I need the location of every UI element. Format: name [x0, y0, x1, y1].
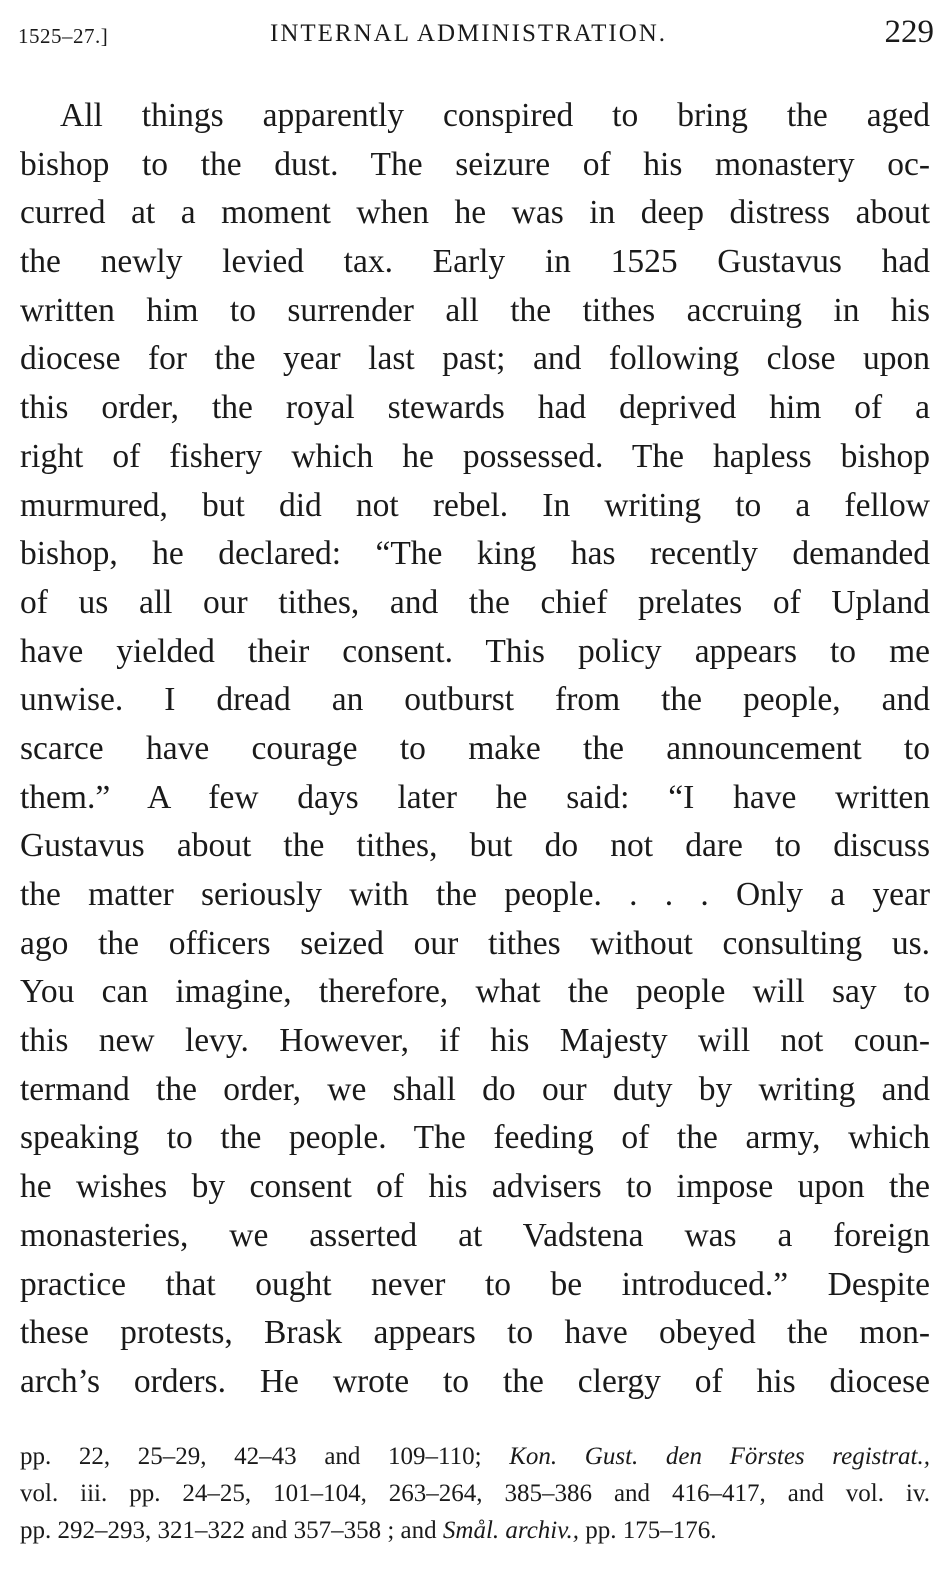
text-line: practice that ought never to be introduced.” Despite [20, 1265, 930, 1303]
text-line: written him to surrender all the tithes accruing in his [20, 291, 930, 329]
text-line: termand the order, we shall do our duty by writing and [20, 1070, 930, 1108]
text-line: bishop, he declared: “The king has recently demanded [20, 535, 930, 573]
text-line: unwise. I dread an outburst from the people, and [20, 681, 930, 719]
text-line: the newly levied tax. Early in 1525 Gustavus had [20, 243, 930, 281]
text-line: these protests, Brask appears to have obeyed the mon- [20, 1314, 930, 1352]
footnote-line [20, 1438, 930, 1475]
footnote-block [20, 1438, 930, 1549]
footnote-line: vol. iii. pp. 24–25, 101–104, 263–264, 385–386 and 416–417, and vol. iv. [20, 1480, 930, 1507]
text-line: monasteries, we asserted at Vadstena was a foreign [20, 1216, 930, 1254]
text-line: bishop to the dust. The seizure of his monastery oc- [20, 145, 930, 183]
text-line: right of fishery which he possessed. The hapless bishop [20, 437, 930, 475]
footnote-text: pp. 22, 25–29, 42–43 and 109–110; [20, 1443, 482, 1470]
text-line: diocese for the year last past; and following close upon [20, 340, 930, 378]
text-line: this new levy. However, if his Majesty will not coun- [20, 1022, 930, 1060]
text-line: he wishes by consent of his advisers to impose upon the [20, 1168, 930, 1206]
main-paragraph [20, 92, 930, 1407]
text-line: speaking to the people. The feeding of the army, which [20, 1119, 930, 1157]
footnote-citation-italic: Smål. archiv., [442, 1517, 579, 1544]
page-number: 229 [884, 14, 934, 50]
text-line: have yielded their consent. This policy appears to me [20, 632, 930, 670]
text-line: of us all our tithes, and the chief prelates of Upland [20, 583, 930, 621]
footnote-text: pp. 175–176. [585, 1517, 717, 1544]
running-header [18, 14, 934, 54]
header-title: INTERNAL ADMINISTRATION. [270, 20, 668, 47]
text-line: the matter seriously with the people. . . . Only a year [20, 876, 930, 913]
text-line: scarce have courage to make the announcement to [20, 729, 930, 767]
text-line: arch’s orders. He wrote to the clergy of his diocese [20, 1362, 930, 1400]
header-date-range: 1525–27.] [18, 24, 109, 48]
text-line: You can imagine, therefore, what the people will say to [20, 973, 930, 1011]
footnote-line [20, 1512, 930, 1549]
text-line: curred at a moment when he was in deep distress about [20, 194, 930, 232]
text-line: ago the officers seized our tithes without consulting us. [20, 924, 930, 962]
footnote-citation-italic: Kon. Gust. den Förstes registrat., [509, 1443, 930, 1470]
text-line: this order, the royal stewards had deprived him of a [20, 389, 930, 427]
footnote-text: pp. 292–293, 321–322 and 357–358 ; and [20, 1517, 437, 1544]
text-line: All things apparently conspired to bring the aged [60, 97, 930, 134]
text-line: murmured, but did not rebel. In writing to a fellow [20, 486, 930, 524]
text-line: them.” A few days later he said: “I have written [20, 778, 930, 816]
text-line: Gustavus about the tithes, but do not dare to discuss [20, 827, 930, 865]
